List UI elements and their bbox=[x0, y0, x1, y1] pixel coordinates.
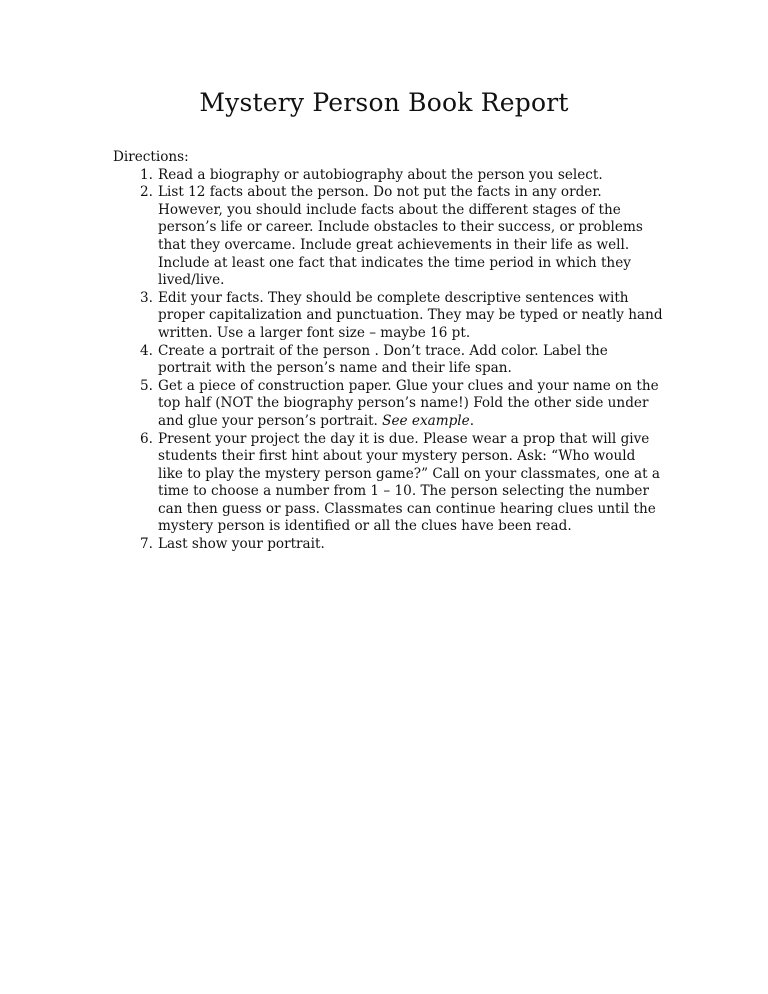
list-item bbox=[113, 167, 663, 185]
list-item-number: 4. bbox=[140, 342, 153, 359]
list-item bbox=[113, 343, 663, 378]
page-title: Mystery Person Book Report bbox=[199, 88, 569, 117]
list-item-text: Present your project the day it is due. Please wear a prop that will give students their first hint about your mystery person. Ask: “Who would like to play the mystery person game?” Call on your classmates, one at a time to choose a number from 1 – 10. The person selecting the number can then guess or pass. Classmates can continue hearing clues until the mystery person is identified or all the clues have been read. bbox=[158, 430, 660, 535]
list-item-number: 2. bbox=[140, 184, 153, 201]
list-item-tail: . bbox=[469, 412, 475, 429]
list-item-text: Create a portrait of the person . Don’t trace. Add color. Label the portrait with the person’s name and their life span. bbox=[158, 342, 608, 377]
directions-label: Directions: bbox=[113, 149, 189, 165]
list-item-number: 1. bbox=[140, 166, 153, 183]
see-example-emphasis: See example bbox=[382, 412, 470, 429]
directions-list bbox=[113, 167, 663, 554]
directions-section bbox=[113, 149, 663, 554]
list-item bbox=[113, 378, 663, 431]
list-item-text: Last show your portrait. bbox=[158, 536, 325, 553]
list-item-number: 6. bbox=[140, 430, 153, 447]
list-item bbox=[113, 431, 663, 537]
list-item-text: List 12 facts about the person. Do not put the facts in any order. However, you should include facts about the different stages of the person’s life or career. Include obstacles to their success, or problems that they overcame. Include great achievements in their life as well. Include at least one fact that indicates the time period in which they lived/live. bbox=[158, 184, 643, 289]
list-item-text: Get a piece of construction paper. Glue your clues and your name on the top half (NOT the biography person’s name!) Fold the other side under and glue your person’s portrait. bbox=[158, 377, 659, 429]
list-item bbox=[113, 184, 663, 290]
list-item-number: 3. bbox=[140, 289, 153, 306]
list-item-text: Read a biography or autobiography about the person you select. bbox=[158, 166, 603, 183]
list-item-text: Edit your facts. They should be complete descriptive sentences with proper capitalization and punctuation. They may be typed or neatly hand written. Use a larger font size – maybe 16 pt. bbox=[158, 289, 663, 341]
list-item bbox=[113, 290, 663, 343]
list-item bbox=[113, 536, 663, 554]
list-item-number: 7. bbox=[140, 536, 153, 553]
list-item-number: 5. bbox=[140, 377, 153, 394]
